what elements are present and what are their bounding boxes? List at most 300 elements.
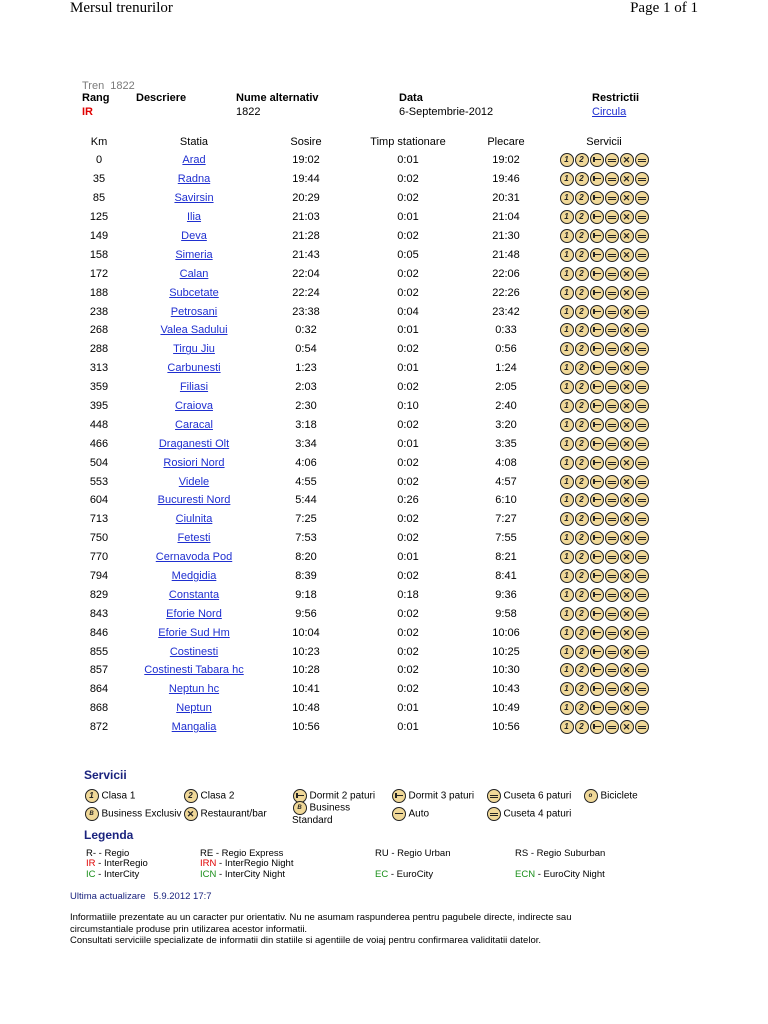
station-cell	[128, 434, 260, 453]
km-cell: 770	[89, 551, 109, 564]
services-cell	[548, 245, 660, 264]
timp-cell: 0:02	[397, 418, 419, 431]
dormit2-icon	[590, 305, 604, 319]
station-cell	[128, 189, 260, 208]
table-row	[70, 378, 660, 397]
timp-cell: 0:02	[397, 607, 419, 620]
page-title: Mersul trenurilor	[70, 0, 173, 16]
clasa2-icon: 2	[575, 682, 589, 696]
plecare-cell: 21:30	[492, 230, 520, 242]
timp-cell: 0:02	[397, 570, 419, 583]
services-cell	[548, 699, 660, 718]
table-row	[70, 415, 660, 434]
table-row	[70, 208, 660, 227]
restaurant-icon: ✕	[620, 267, 634, 281]
dormit2-icon	[590, 248, 604, 262]
timp-cell: 0:05	[397, 248, 419, 261]
dormit2-icon	[590, 399, 604, 413]
clasa2-icon: 2	[575, 626, 589, 640]
plecare-cell: 21:48	[492, 248, 520, 261]
km-cell: 846	[89, 626, 109, 639]
services-cell	[548, 604, 660, 623]
clasa1-icon: 1	[560, 475, 574, 489]
dormit2-icon	[590, 645, 604, 659]
cuseta4-icon	[635, 361, 649, 375]
sosire-cell: 19:02	[292, 154, 320, 167]
clasa1-icon: 1	[560, 172, 574, 186]
km-cell: 829	[89, 588, 109, 601]
services-cell	[548, 378, 660, 397]
station-link[interactable]: Petrosani	[170, 305, 218, 318]
station-link[interactable]: Eforie Nord	[166, 607, 222, 620]
table-row	[70, 170, 660, 189]
cuseta6-icon	[605, 210, 619, 224]
restaurant-icon: ✕	[620, 191, 634, 205]
header-sosire: Sosire	[290, 135, 322, 148]
clasa1-icon: 1	[560, 286, 574, 300]
legend-re: RE - Regio Express	[200, 848, 284, 859]
plecare-cell: 19:02	[492, 154, 520, 167]
table-row	[70, 340, 660, 359]
table-row	[70, 397, 660, 416]
clasa2-icon: 2	[575, 550, 589, 564]
services-cell	[548, 359, 660, 378]
clasa2-icon: 2	[575, 191, 589, 205]
cuseta6-icon	[605, 531, 619, 545]
timp-cell: 0:01	[397, 154, 419, 167]
legend-dormit2: Dormit 2 paturi	[292, 789, 375, 803]
sosire-cell: 9:18	[295, 588, 317, 601]
sosire-cell: 9:56	[295, 607, 317, 620]
cuseta6-icon	[605, 248, 619, 262]
timp-cell: 0:01	[397, 551, 419, 564]
plecare-cell: 20:31	[492, 192, 520, 205]
bicycle-icon: o	[584, 789, 598, 803]
services-cell	[548, 510, 660, 529]
km-cell: 857	[89, 664, 109, 677]
cuseta4-icon	[635, 607, 649, 621]
plecare-cell: 0:33	[495, 324, 517, 337]
clasa1-icon: 1	[560, 550, 574, 564]
dormit2-icon	[590, 720, 604, 734]
restaurant-icon: ✕	[620, 172, 634, 186]
legend-biciclete: o Biciclete	[583, 789, 638, 803]
station-link[interactable]: Carbunesti	[167, 362, 221, 375]
servicii-title: Servicii	[84, 768, 127, 782]
sosire-cell: 20:29	[292, 192, 320, 205]
timp-cell: 0:02	[397, 192, 419, 205]
timp-cell: 0:26	[397, 494, 419, 507]
clasa1-icon: 1	[560, 210, 574, 224]
station-cell	[128, 567, 260, 586]
km-cell: 0	[95, 154, 103, 167]
dormit2-icon	[590, 380, 604, 394]
station-cell	[128, 529, 260, 548]
cuseta4-icon	[635, 229, 649, 243]
station-cell	[128, 661, 260, 680]
col-rang-label: Rang	[82, 92, 110, 104]
legend-cuseta6: Cuseta 6 paturi	[486, 789, 571, 803]
clasa2-icon: 2	[575, 248, 589, 262]
clasa1-icon: 1	[560, 607, 574, 621]
station-link[interactable]: Mangalia	[171, 721, 217, 734]
services-cell	[548, 548, 660, 567]
restaurant-icon: ✕	[620, 626, 634, 640]
services-cell	[548, 340, 660, 359]
clasa1-icon: 1	[560, 437, 574, 451]
clasa1-icon: 1	[560, 418, 574, 432]
clasa1-icon: 1	[560, 248, 574, 262]
station-link[interactable]: Rosiori Nord	[163, 456, 225, 469]
clasa1-icon: 1	[560, 380, 574, 394]
clasa2-icon: 2	[575, 437, 589, 451]
header-plecare: Plecare	[487, 135, 525, 148]
cuseta4-icon	[635, 248, 649, 262]
sosire-cell: 21:03	[292, 211, 320, 224]
cuseta6-icon	[605, 701, 619, 715]
services-cell	[548, 472, 660, 491]
km-cell: 868	[89, 702, 109, 715]
plecare-cell: 21:04	[492, 211, 520, 224]
services-cell	[548, 491, 660, 510]
cuseta6-icon	[605, 569, 619, 583]
station-link[interactable]: Eforie Sud Hm	[158, 626, 230, 639]
sosire-cell: 0:32	[295, 324, 317, 337]
plecare-cell: 8:41	[495, 570, 517, 583]
station-cell	[128, 510, 260, 529]
legend-dormit3: Dormit 3 paturi	[391, 789, 474, 803]
plecare-cell: 6:10	[495, 494, 517, 507]
station-cell	[128, 170, 260, 189]
dormit2-icon	[590, 418, 604, 432]
services-cell	[548, 642, 660, 661]
station-link[interactable]: Arad	[182, 154, 206, 167]
services-cell	[548, 680, 660, 699]
services-cell	[548, 529, 660, 548]
km-cell: 288	[89, 343, 109, 356]
legend-auto: Auto	[391, 807, 429, 821]
restrictii-link[interactable]: Circula	[592, 106, 627, 118]
cuseta6-icon	[605, 191, 619, 205]
cuseta6-icon	[605, 607, 619, 621]
km-cell: 872	[89, 721, 109, 734]
dormit2-icon	[590, 437, 604, 451]
station-link[interactable]: Savirsin	[174, 192, 214, 205]
cuseta6-icon	[605, 456, 619, 470]
dormit2-icon	[590, 682, 604, 696]
dormit2-icon	[590, 361, 604, 375]
station-cell	[128, 359, 260, 378]
station-cell	[128, 208, 260, 227]
sosire-cell: 19:44	[292, 173, 320, 186]
clasa1-icon: 1	[560, 663, 574, 677]
station-link[interactable]: Valea Sadului	[160, 324, 228, 337]
legend-ecn: ECN - EuroCity Night	[515, 869, 605, 880]
station-link[interactable]: Bucuresti Nord	[157, 494, 231, 507]
timp-cell: 0:18	[397, 588, 419, 601]
km-cell: 359	[89, 381, 109, 394]
restaurant-icon: ✕	[620, 720, 634, 734]
station-link[interactable]: Constanta	[168, 588, 220, 601]
cuseta6-icon	[605, 172, 619, 186]
dormit2-icon	[590, 153, 604, 167]
restaurant-icon: ✕	[620, 682, 634, 696]
timp-cell: 0:02	[397, 513, 419, 526]
km-cell: 313	[89, 362, 109, 375]
cuseta4-icon	[635, 701, 649, 715]
restaurant-icon: ✕	[620, 286, 634, 300]
cuseta6-icon	[605, 323, 619, 337]
plecare-cell: 10:06	[492, 626, 520, 639]
dormit2-icon	[590, 607, 604, 621]
station-cell	[128, 453, 260, 472]
station-link[interactable]: Filiasi	[179, 381, 209, 394]
restaurant-icon: ✕	[620, 437, 634, 451]
cuseta4-icon	[635, 663, 649, 677]
dormit2-icon	[590, 531, 604, 545]
plecare-cell: 3:35	[495, 437, 517, 450]
station-link[interactable]: Caracal	[175, 418, 213, 431]
sosire-cell: 10:04	[292, 626, 320, 639]
cuseta6-icon	[605, 361, 619, 375]
restaurant-icon: ✕	[620, 305, 634, 319]
timp-cell: 0:02	[397, 173, 419, 186]
dormit2-icon	[590, 210, 604, 224]
restaurant-icon: ✕	[620, 248, 634, 262]
clasa1-icon: 1	[560, 493, 574, 507]
restaurant-icon: ✕	[620, 550, 634, 564]
cuseta4-icon	[635, 682, 649, 696]
station-cell	[128, 718, 260, 737]
clasa1-icon: 1	[560, 569, 574, 583]
timp-cell: 0:01	[397, 324, 419, 337]
station-link[interactable]: Craiova	[175, 400, 213, 413]
sosire-cell: 21:28	[292, 230, 320, 242]
table-row	[70, 151, 660, 170]
dormit2-icon	[590, 286, 604, 300]
timp-cell: 0:02	[397, 626, 419, 639]
dormit2-icon	[590, 512, 604, 526]
legend-clasa1: 1 Clasa 1	[84, 789, 135, 803]
cuseta4-icon	[635, 550, 649, 564]
cuseta4-icon	[635, 456, 649, 470]
train-nume: 1822	[236, 106, 261, 118]
restaurant-icon: ✕	[620, 588, 634, 602]
cuseta6-icon	[605, 626, 619, 640]
legend-business-exclusiv: B Business Exclusiv	[84, 807, 182, 821]
legend-restaurant: ✕ Restaurant/bar	[183, 807, 267, 821]
clasa2-icon: 2	[575, 361, 589, 375]
business-exclusiv-icon: B	[85, 807, 99, 821]
sosire-cell: 8:20	[295, 551, 317, 564]
cuseta6-icon	[605, 645, 619, 659]
table-row	[70, 283, 660, 302]
station-link[interactable]: Neptun hc	[168, 683, 220, 696]
station-link[interactable]: Radna	[177, 173, 211, 186]
plecare-cell: 10:25	[492, 645, 520, 658]
cuseta4-icon	[635, 286, 649, 300]
timp-cell: 0:02	[397, 381, 419, 394]
station-link[interactable]: Medgidia	[171, 570, 217, 583]
business-standard-icon: B	[293, 801, 307, 815]
station-link[interactable]: Costinesti	[169, 645, 219, 658]
km-cell: 750	[89, 532, 109, 545]
legend-cuseta4: Cuseta 4 paturi	[486, 807, 571, 821]
clasa2-icon: 2	[575, 172, 589, 186]
cuseta4-icon	[635, 305, 649, 319]
cuseta4-icon	[635, 342, 649, 356]
sosire-cell: 10:23	[292, 645, 320, 658]
station-cell	[128, 491, 260, 510]
services-cell	[548, 264, 660, 283]
station-cell	[128, 604, 260, 623]
clasa2-icon: 2	[575, 229, 589, 243]
station-link[interactable]: Fetesti	[177, 532, 211, 545]
station-cell	[128, 415, 260, 434]
km-cell: 149	[89, 230, 109, 242]
clasa1-icon: 1	[560, 305, 574, 319]
clasa2-icon: 2	[575, 210, 589, 224]
cuseta4-icon	[635, 418, 649, 432]
clasa1-icon: 1	[560, 456, 574, 470]
services-cell	[548, 397, 660, 416]
sosire-cell: 2:30	[295, 400, 317, 413]
cuseta6-icon	[605, 418, 619, 432]
restaurant-icon: ✕	[620, 361, 634, 375]
station-link[interactable]: Neptun	[176, 702, 212, 715]
station-link[interactable]: Deva	[181, 230, 207, 242]
cuseta4-icon	[635, 475, 649, 489]
plecare-cell: 4:08	[495, 456, 517, 469]
timp-cell: 0:02	[397, 456, 419, 469]
cuseta4-icon	[635, 512, 649, 526]
station-link[interactable]: Simeria	[175, 248, 213, 261]
station-link[interactable]: Ciulnita	[175, 513, 213, 526]
station-cell	[128, 680, 260, 699]
cuseta4-icon	[635, 153, 649, 167]
clasa1-icon: 1	[560, 361, 574, 375]
km-cell: 35	[92, 173, 106, 186]
plecare-cell: 10:56	[492, 721, 520, 734]
services-cell	[548, 567, 660, 586]
clasa1-icon: 1	[560, 720, 574, 734]
services-cell	[548, 189, 660, 208]
legend-ir: IR - InterRegio	[86, 858, 148, 869]
station-link[interactable]: Draganesti Olt	[158, 437, 230, 450]
clasa1-icon: 1	[560, 323, 574, 337]
restaurant-icon: ✕	[184, 807, 198, 821]
timp-cell: 0:02	[397, 645, 419, 658]
clasa2-icon: 2	[575, 645, 589, 659]
plecare-cell: 3:20	[495, 418, 517, 431]
plecare-cell: 7:27	[495, 513, 517, 526]
dormit2-icon	[590, 493, 604, 507]
station-link[interactable]: Costinesti Tabara hc	[144, 664, 244, 677]
legend-rs: RS - Regio Suburban	[515, 848, 606, 859]
clasa1-icon: 1	[85, 789, 99, 803]
plecare-cell: 10:49	[492, 702, 520, 715]
station-link[interactable]: Cernavoda Pod	[155, 551, 233, 564]
legend-icn: ICN - InterCity Night	[200, 869, 286, 880]
km-cell: 172	[89, 267, 109, 280]
legend-irn: IRN - InterRegio Night	[200, 858, 294, 869]
cuseta4-icon	[635, 191, 649, 205]
dormit2-icon	[590, 323, 604, 337]
sosire-cell: 10:41	[292, 683, 320, 696]
station-link[interactable]: Subcetate	[169, 286, 219, 299]
station-cell	[128, 321, 260, 340]
km-cell: 794	[89, 570, 109, 583]
table-row	[70, 510, 660, 529]
station-link[interactable]: Videle	[178, 475, 210, 488]
cuseta6-icon	[605, 267, 619, 281]
station-cell	[128, 585, 260, 604]
col-restrictii-label: Restrictii	[592, 92, 640, 104]
timp-cell: 0:02	[397, 230, 419, 242]
timp-cell: 0:01	[397, 211, 419, 224]
cuseta4-icon	[635, 493, 649, 507]
station-cell	[128, 642, 260, 661]
station-cell	[128, 378, 260, 397]
station-link[interactable]: Calan	[179, 267, 209, 280]
plecare-cell: 10:43	[492, 683, 520, 696]
station-link[interactable]: Tirgu Jiu	[173, 343, 215, 356]
dormit2-icon	[590, 550, 604, 564]
clasa2-icon: 2	[575, 380, 589, 394]
station-cell	[128, 151, 260, 170]
sosire-cell: 22:04	[292, 267, 320, 280]
table-row	[70, 227, 660, 246]
clasa1-icon: 1	[560, 399, 574, 413]
dormit2-icon	[590, 172, 604, 186]
clasa1-icon: 1	[560, 153, 574, 167]
table-row	[70, 189, 660, 208]
station-cell	[128, 397, 260, 416]
legenda-title: Legenda	[84, 828, 134, 842]
timp-cell: 0:02	[397, 532, 419, 545]
sosire-cell: 4:55	[295, 475, 317, 488]
dormit2-icon	[590, 588, 604, 602]
km-cell: 238	[89, 305, 109, 318]
plecare-cell: 10:30	[492, 664, 520, 677]
clasa1-icon: 1	[560, 682, 574, 696]
clasa2-icon: 2	[575, 153, 589, 167]
restaurant-icon: ✕	[620, 399, 634, 413]
clasa1-icon: 1	[560, 645, 574, 659]
sosire-cell: 4:06	[295, 456, 317, 469]
plecare-cell: 7:55	[495, 532, 517, 545]
table-row	[70, 529, 660, 548]
train-rang: IR	[82, 106, 93, 118]
header-timp: Timp stationare	[370, 135, 446, 148]
clasa1-icon: 1	[560, 512, 574, 526]
clasa2-icon: 2	[575, 588, 589, 602]
restaurant-icon: ✕	[620, 456, 634, 470]
sosire-cell: 5:44	[295, 494, 317, 507]
timp-cell: 0:02	[397, 683, 419, 696]
station-link[interactable]: Ilia	[186, 211, 202, 224]
services-cell	[548, 718, 660, 737]
restaurant-icon: ✕	[620, 342, 634, 356]
km-cell: 268	[89, 324, 109, 337]
plecare-cell: 9:36	[495, 588, 517, 601]
km-cell: 604	[89, 494, 109, 507]
dormit2-icon	[590, 342, 604, 356]
timetable	[70, 132, 660, 737]
plecare-cell: 2:05	[495, 381, 517, 394]
km-cell: 466	[89, 437, 109, 450]
sosire-cell: 7:25	[295, 513, 317, 526]
